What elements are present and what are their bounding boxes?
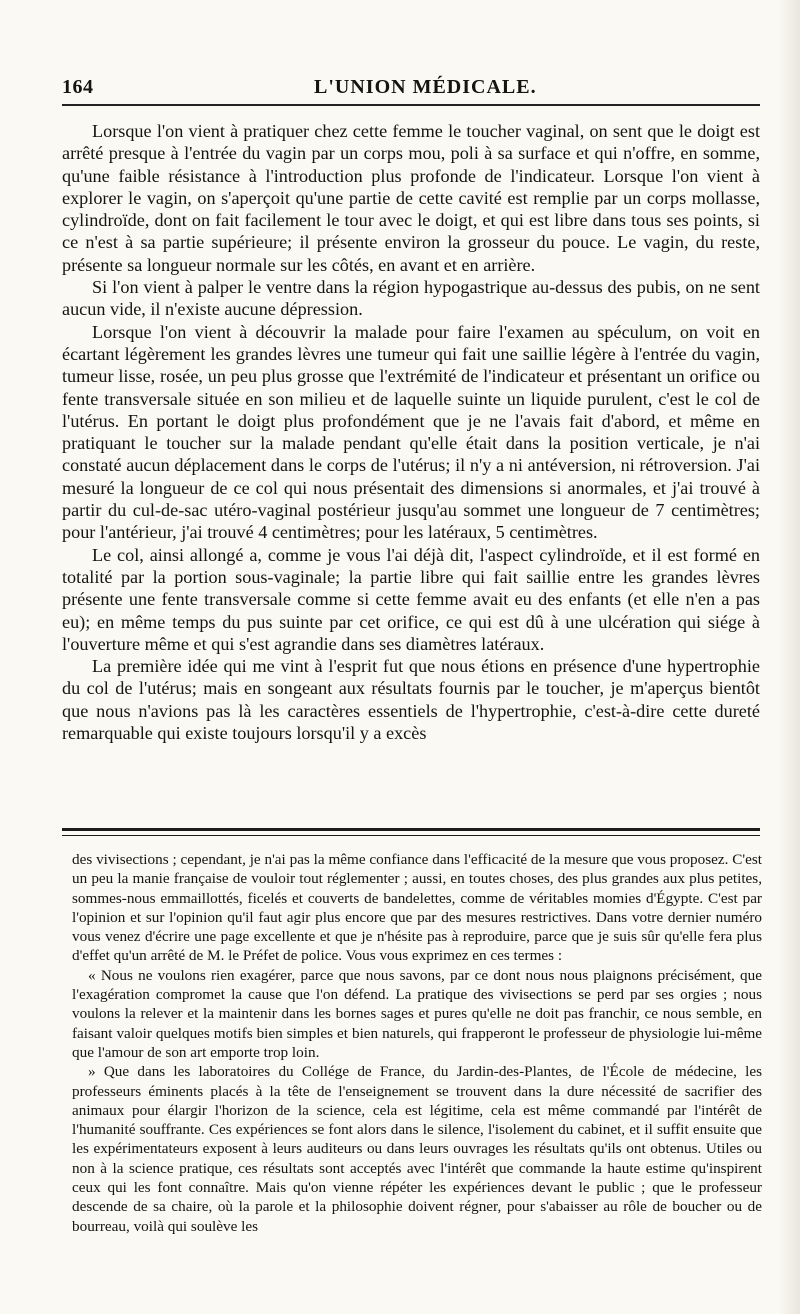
feuilleton-paragraph: » Que dans les laboratoires du Collége de France, du Jardin-des-Plantes, de l'École de médecine, les professeurs éminents placés à la tête de l'enseignement se trouvent dans la dure nécessité de sacrifier des animaux pour élargir l'horizon de la science, cela est légitime, cela est même commandé par l'intérêt de l'humanité souffrante. Ces expériences se font alors dans le silence, l'isolement du cabinet, et il suffit ensuite que les expérimentateurs exposent à leurs auditeurs ou dans leurs ouvrages les résultats qu'ils ont obtenus. Utiles ou non à la science pratique, ces résultats sont acceptés avec l'intérêt que commande la haute estime qu'inspirent ceux qui les font connaître. Mais qu'on vienne répéter les expériences devant le public ; que le professeur descende de sa chaire, où la parole et la philosophie doivent régner, pour s'abaisser au rôle de boucher ou de bourreau, voilà qui soulève les	[72, 1063, 762, 1235]
feuilleton-paragraph: des vivisections ; cependant, je n'ai pas la même confiance dans l'efficacité de la mesure que vous proposez. C'est un peu la manie française de vouloir tout réglementer ; aussi, en toutes choses, des plus grandes aux plus petites, sommes-nous emmaillottés, ficelés et couverts de bandelettes, comme de véritables momies d'Égypte. C'est par l'opinion et sur l'opinion qu'il faut agir plus encore que par des mesures restrictives. Dans votre dernier numéro vous venez d'écrire une page excellente et que je n'hésite pas à reproduire, parce que je suis sûr qu'elle fera plus d'effet qu'un arrêté de M. le Préfet de police. Vous vous exprimez en ces termes :	[72, 851, 762, 965]
article-paragraph: Si l'on vient à palper le ventre dans la région hypogastrique au-dessus des pubis, on ne sent aucun vide, il n'existe aucune dépression.	[62, 277, 760, 320]
feuilleton-paragraph: « Nous ne voulons rien exagérer, parce que nous savons, par ce dont nous nous plaignons précisément, que l'exagération compromet la cause que l'on défend. La pratique des vivisections se perd par ses orgies ; nous voulons la relever et la maintenir dans les bornes sages et pures qu'elle ne doit pas franchir, ce nous semble, en faisant valoir quelques motifs bien simples et bien naturels, qui frapperont le professeur de physiologie lui-même que l'amour de son art emporte trop loin.	[72, 966, 762, 1061]
running-title: L'UNION MÉDICALE.	[314, 76, 537, 98]
feuilleton-section	[72, 850, 762, 1236]
feuilleton-divider	[62, 828, 760, 836]
main-article	[62, 120, 760, 744]
article-paragraph: La première idée qui me vint à l'esprit fut que nous étions en présence d'une hypertrophie du col de l'utérus; mais en songeant aux résultats fournis par le toucher, je m'aperçus bientôt que nous n'avions pas là les caractères essentiels de l'hypertrophie, c'est-à-dire cette dureté remarquable qui existe toujours lorsqu'il y a excès	[62, 656, 760, 744]
article-paragraph: Le col, ainsi allongé a, comme je vous l'ai déjà dit, l'aspect cylindroïde, et il est formé en totalité par la portion sous-vaginale; la partie libre qui fait saillie entre les grandes lèvres présente une fente transversale comme si cette femme avait eu des enfants (et elle n'en a pas eu); en même temps du pus suinte par cet orifice, ce qui est dû à une ulcération qui siége à l'ouverture même et qui s'est agrandie dans ses diamètres latéraux.	[62, 544, 760, 654]
page-header	[62, 72, 760, 102]
page-edge-shadow	[778, 0, 800, 1314]
header-rule	[62, 104, 760, 106]
article-paragraph: Lorsque l'on vient à pratiquer chez cette femme le toucher vaginal, on sent que le doigt est arrêté presque à l'entrée du vagin par un corps mou, poli à sa surface et qui n'offre, en somme, qu'une faible résistance à l'introduction plus profonde de l'indicateur. Lorsque l'on vient à explorer le vagin, on s'aperçoit qu'une partie de cette cavité est remplie par un corps mollasse, cylindroïde, dont on fait facilement le tour avec le doigt, et qui est libre dans tous ses points, si ce n'est à sa partie supérieure; il présente environ la grosseur du pouce. Le vagin, du reste, présente sa longueur normale sur les côtés, en avant et en arrière.	[62, 121, 760, 275]
article-paragraph: Lorsque l'on vient à découvrir la malade pour faire l'examen au spéculum, on voit en écartant légèrement les grandes lèvres une tumeur qui fait une saillie légère à l'entrée du vagin, tumeur lisse, rosée, un peu plus grosse que l'extrémité de l'indicateur et présentant un orifice ou fente transversale située en son milieu et de laquelle suinte un liquide purulent, c'est le col de l'utérus. En portant le doigt plus profondément que je ne l'avais fait d'abord, et même en pratiquant le toucher sur la malade pendant qu'elle était dans la position verticale, je n'ai constaté aucun déplacement dans le corps de l'utérus; il n'y a ni antéversion, ni rétroversion. J'ai mesuré la longueur de ce col qui nous présentait des dimensions si anormales, et j'ai trouvé à partir du cul-de-sac utéro-vaginal postérieur jusqu'au sommet une longueur de 7 centimètres; pour l'antérieur, j'ai trouvé 4 centimètres; pour les latéraux, 5 centimètres.	[62, 321, 760, 543]
page-number: 164	[62, 76, 94, 98]
